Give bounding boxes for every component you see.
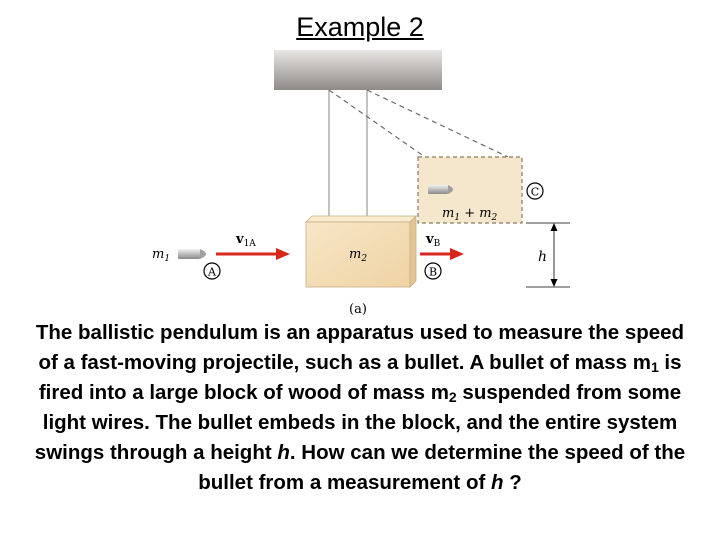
point-c-label: C [530,185,540,199]
bullet-tip-icon [200,249,206,259]
m1-label: m [152,247,165,262]
slide-title: Example 2 [296,12,424,42]
para-part-3: suspended from some light wires. The bullet embeds in the block, and the entire system swings through a height [34,381,682,464]
para-part-1: The ballistic pendulum is an apparatus used to measure the speed of a fast-moving projectile, such as a bullet. A bullet of mass m [35,321,685,374]
para-sub-1: 1 [650,359,659,375]
m2-sub: 2 [361,254,368,264]
v1a-sub: 1A [243,239,256,249]
height-arrow-down [551,279,558,287]
block-side-face [410,216,416,287]
problem-paragraph [30,318,690,498]
para-part-4: . How can we determine the speed of the bullet from a measurement of [198,441,686,494]
svg-text:vB [425,232,441,249]
vb-sub: B [433,239,441,249]
bullet-icon [178,249,200,259]
para-sub-2: 2 [448,389,457,405]
block-top-face [306,216,416,222]
ballistic-pendulum-figure [140,45,580,325]
wire-swung-right [367,90,508,157]
height-arrow-up [551,223,558,231]
height-label: h [537,249,547,265]
ceiling-support [274,50,442,90]
m1-sub: 1 [164,254,171,264]
m1-plus-label: m [442,206,455,221]
svg-text:m1 + m2 [442,206,498,223]
para-part-2: is fired into a large block of wood of mass m [38,351,682,404]
figure-caption: (a) [349,302,367,317]
para-h-2: h [491,471,504,494]
m2-label: m [349,247,362,262]
wire-swung-left [329,90,425,157]
plus-label: + m [460,206,492,221]
embedded-bullet-icon [428,185,448,194]
velocity-vb-arrowhead [450,248,464,260]
m1-plus-sub: 1 [454,213,461,223]
m2-plus-sub: 2 [491,213,498,223]
vb-label: v [426,232,434,247]
point-b-label: B [428,265,438,279]
svg-text:v1A [235,232,256,249]
v1a-label: v [236,232,244,247]
svg-text:m1 [152,247,170,264]
para-h-1: h [277,441,290,464]
para-part-5: ? [503,471,522,494]
velocity-v1a-arrowhead [276,248,290,260]
point-a-label: A [208,265,216,279]
